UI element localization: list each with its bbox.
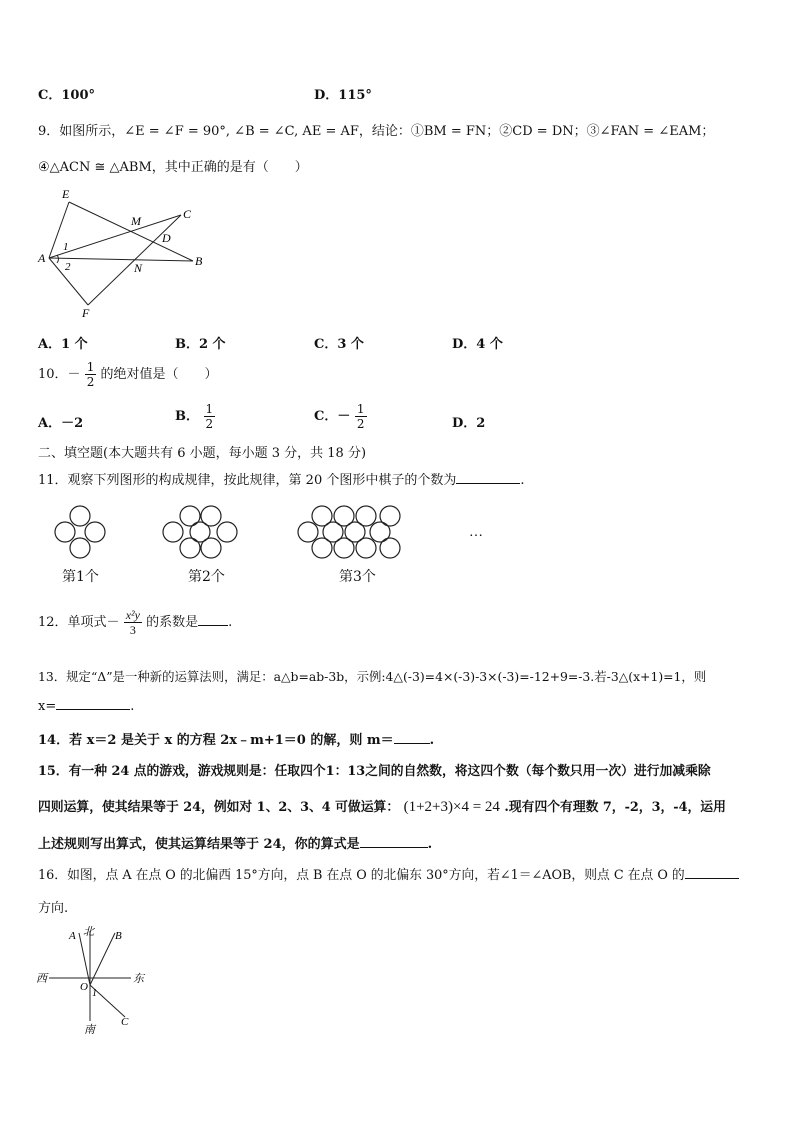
piece (356, 538, 376, 558)
q12-prefix: 12．单项式－ (38, 615, 120, 630)
label-m: M (131, 214, 141, 228)
q13-stem-line2 (38, 697, 134, 714)
q12-suffix: 的系数是 (146, 615, 199, 630)
q16-answer-blank[interactable] (685, 866, 739, 879)
q11-answer-blank[interactable] (456, 471, 520, 484)
piece (217, 522, 237, 542)
q10-option-c-den: 2 (356, 417, 365, 431)
q10-option-b-fraction (204, 402, 216, 431)
label-south: 南 (84, 1024, 95, 1035)
piece (380, 506, 400, 526)
q15-stem-line2 (38, 796, 726, 816)
q10-option-b-den: 2 (205, 417, 214, 431)
label-a: A (69, 930, 76, 942)
piece (298, 522, 318, 542)
label-f: F (82, 306, 90, 320)
label-b: B (195, 254, 203, 268)
q11-figure (38, 504, 498, 564)
q12-end: . (228, 615, 233, 630)
q16-stem-line1 (38, 864, 739, 883)
q16-line1: 16．如图，点 A 在点 O 的北偏西 15°方向，点 B 在点 O 的北偏东 30°方向，若∠1＝∠AOB，则点 C 在点 O 的 (38, 868, 685, 883)
q16-stem-line2: 方向. (38, 901, 69, 916)
piece (85, 522, 105, 542)
q14-text: 14．若 x＝2 是关于 x 的方程 2x﹣m+1＝0 的解，则 m＝ (38, 733, 394, 748)
q12-frac-den: 3 (129, 623, 136, 637)
q10-stem (38, 360, 217, 389)
label-a: A (38, 251, 46, 265)
q10-option-b (175, 402, 215, 431)
label-o: O (80, 981, 88, 993)
q15-stem-line3 (38, 833, 432, 852)
q10-fraction (85, 360, 97, 389)
q10-option-c (314, 402, 367, 431)
q8-option-c: C．100° (38, 88, 95, 103)
label-d: D (162, 231, 171, 245)
q10-option-c-label: C．－ (314, 409, 351, 424)
label-c: C (183, 207, 192, 221)
label-b: B (115, 930, 122, 942)
label-n: N (134, 261, 143, 275)
q10-suffix: 的绝对值是（ ） (100, 367, 218, 382)
q9-option-b: B．2 个 (175, 337, 226, 352)
q15-end: . (427, 837, 433, 852)
label-1: 1 (63, 241, 69, 253)
q16-figure (35, 925, 155, 1035)
piece (55, 522, 75, 542)
piece (70, 506, 90, 526)
q15-answer-blank[interactable] (360, 835, 428, 848)
q15-line3: 上述规则写出算式，使其运算结果等于 24，你的算式是 (38, 837, 360, 852)
q10-frac-num: 1 (86, 360, 95, 374)
q13-answer-blank[interactable] (56, 697, 130, 710)
piece (201, 538, 221, 558)
label-east: 东 (133, 973, 144, 985)
line-ab (49, 258, 193, 261)
q12-fraction (124, 608, 142, 637)
piece (312, 538, 332, 558)
q14-answer-blank[interactable] (394, 731, 430, 744)
q10-option-c-num: 1 (356, 402, 365, 416)
q11-ellipsis: … (470, 525, 483, 540)
piece (163, 522, 183, 542)
q11-caption-3: 第3个 (339, 569, 376, 585)
q15-line2-end: .现有四个有理数 7，-2，3，-4，运用 (504, 800, 726, 815)
q11-caption-1: 第1个 (62, 569, 99, 585)
q14-stem (38, 729, 434, 748)
q10-option-a: A．－2 (38, 416, 84, 431)
q11-stem (38, 469, 525, 488)
ray-ob (90, 933, 115, 985)
q12-frac-num: x²y (125, 608, 140, 622)
label-2: 2 (65, 261, 71, 273)
q8-option-d: D．115° (314, 88, 372, 103)
q9-option-c: C．3 个 (314, 337, 364, 352)
q13-x-label: x= (38, 699, 57, 714)
q12-stem (38, 608, 232, 637)
q15-line2-start: 四则运算，使其结果等于 24，例如对 1、2、3、4 可做运算： (38, 800, 400, 815)
q14-end: . (429, 733, 435, 748)
q9-stem-line1: 9．如图所示，∠E = ∠F = 90°, ∠B = ∠C, AE = AF，结论：①BM = FN；②CD = DN；③∠FAN = ∠EAM； (38, 124, 715, 139)
section-title: 二、填空题(本大题共有 6 小题，每小题 3 分，共 18 分) (38, 446, 367, 461)
q11-end: . (520, 473, 525, 488)
label-north: 北 (83, 926, 94, 938)
ray-oa (79, 933, 90, 985)
q9-option-a: A．1 个 (38, 337, 88, 352)
q10-frac-den: 2 (86, 375, 95, 389)
q9-option-d: D．4 个 (452, 337, 503, 352)
label-e: E (62, 187, 70, 201)
angle-arc (57, 255, 59, 263)
q10-option-b-label: B． (175, 409, 199, 424)
q10-option-b-num: 1 (205, 402, 214, 416)
q15-formula: (1+2+3)×4 = 24 (403, 799, 500, 815)
label-c: C (121, 1016, 129, 1028)
q15-stem-line1: 15．有一种 24 点的游戏，游戏规则是：任取四个1：13之间的自然数，将这四个数（每个数只用一次）进行加减乘除 (38, 764, 711, 779)
piece (334, 538, 354, 558)
q12-answer-blank[interactable] (198, 613, 228, 626)
q10-option-d: D．2 (452, 416, 486, 431)
q13-stem-line1: 13．规定“Δ”是一种新的运算法则，满足：a△b=ab-3b，示例:4△(-3)=4×(-3)-3×(-3)=-12+9=-3.若-3△(x+1)=1，则 (38, 669, 707, 684)
q13-end: . (130, 699, 135, 714)
label-west: 西 (36, 973, 47, 985)
piece (70, 538, 90, 558)
q10-prefix: 10．－ (38, 367, 81, 382)
q11-text: 11．观察下列图形的构成规律，按此规律，第 20 个图形中棋子的个数为 (38, 473, 457, 488)
q9-stem-line2: ④△ACN ≅ △ABM，其中正确的是有（ ） (38, 160, 308, 175)
q11-caption-2: 第2个 (188, 569, 225, 585)
piece (180, 538, 200, 558)
q9-figure (35, 185, 215, 320)
q10-option-c-fraction (355, 402, 367, 431)
label-1: 1 (92, 988, 97, 999)
piece (380, 538, 400, 558)
